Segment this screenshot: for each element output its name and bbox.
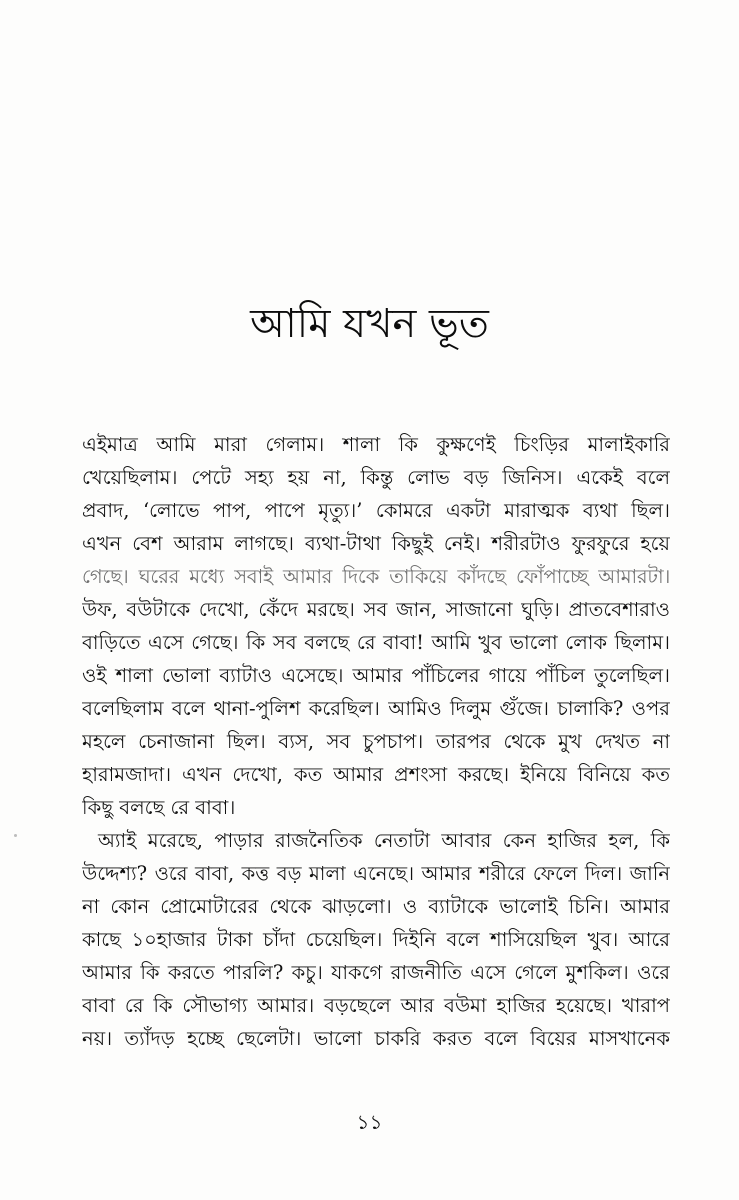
text-line: খেয়েছিলাম। পেটে সহ্য হয় না, কিন্তু লোভ বড় জিনিস। একেই বলে xyxy=(82,466,670,489)
text-line: ওই শালা ভোলা ব্যাটাও এসেছে। আমার পাঁচিলের গায়ে পাঁচিল তুলেছিল। xyxy=(82,664,670,687)
text-line-faded: গেছে। ঘরের মধ্যে সবাই আমার দিকে তাকিয়ে কাঁদছে ফোঁপাচ্ছে আমারটা। xyxy=(82,565,670,588)
text-line: নয়। ত্যাঁদড় হচ্ছে ছেলেটা। ভালো চাকরি করত বলে বিয়ের মাসখানেক xyxy=(82,1027,670,1050)
page-number: ১১ xyxy=(356,1110,383,1134)
text-line: প্রবাদ, ‘লোভে পাপ, পাপে মৃত্যু।’ কোমরে একটা মারাত্মক ব্যথা ছিল। xyxy=(82,499,670,522)
text-line: না কোন প্রোমোটারের থেকে ঝাড়লো। ও ব্যাটাকে ভালোই চিনি। আমার xyxy=(82,895,670,918)
text-line: এইমাত্র আমি মারা গেলাম। শালা কি কুক্ষণেই চিংড়ির মালাইকারি xyxy=(82,433,670,456)
text-line: অ্যাই মরেছে, পাড়ার রাজনৈতিক নেতাটা আবার কেন হাজির হল, কি xyxy=(98,829,670,852)
scan-speck xyxy=(14,834,17,837)
text-line: উদ্দেশ্য? ওরে বাবা, কত্ত বড় মালা এনেছে। আমার শরীরে ফেলে দিল। জানি xyxy=(82,862,670,885)
text-line: বাড়িতে এসে গেছে। কি সব বলছে রে বাবা! আমি খুব ভালো লোক ছিলাম। xyxy=(82,631,670,654)
text-line: মহলে চেনাজানা ছিল। ব্যস, সব চুপচাপ। তারপর থেকে মুখ দেখত না xyxy=(82,730,670,753)
text-line: উফ, বউটাকে দেখো, কেঁদে মরছে। সব জান, সাজানো ঘুড়ি। প্রাতবেশারাও xyxy=(82,598,670,621)
text-line: এখন বেশ আরাম লাগছে। ব্যথা-টাথা কিছুই নেই। শরীরটাও ফুরফুরে হয়ে xyxy=(82,532,670,555)
text-line: কাছে ১০হাজার টাকা চাঁদা চেয়েছিল। দিইনি বলে শাসিয়েছিল খুব। আরে xyxy=(82,928,670,951)
text-line: কিছু বলছে রে বাবা। xyxy=(82,796,236,819)
chapter-title: আমি যখন ভূত xyxy=(250,301,489,347)
body-text xyxy=(82,428,670,1055)
text-line: বলেছিলাম বলে থানা-পুলিশ করেছিল। আমিও দিলুম গুঁজে। চালাকি? ওপর xyxy=(82,697,670,720)
text-line: বাবা রে কি সৌভাগ্য আমার। বড়ছেলে আর বউমা হাজির হয়েছে। খারাপ xyxy=(82,994,670,1017)
text-line: আমার কি করতে পারলি? কচু। যাকগে রাজনীতি এসে গেলে মুশকিল। ওরে xyxy=(82,961,670,984)
text-line: হারামজাদা। এখন দেখো, কত আমার প্রশংসা করছে। ইনিয়ে বিনিয়ে কত xyxy=(82,763,670,786)
